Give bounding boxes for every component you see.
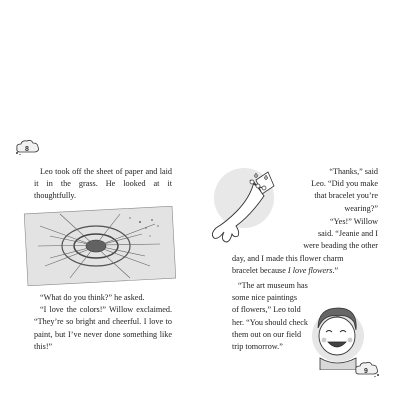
right-paragraph-1 [258, 166, 378, 215]
emphasis-text: I love flowers [287, 265, 333, 275]
text-line: her. “You should check [232, 317, 309, 327]
text-line: that bracelet you’re [314, 191, 378, 201]
text-line: day, and I made this flower charm [232, 253, 344, 263]
paragraph: “I love the colors!” Willow exclaimed. “They’re so bright and cheerful. I love to paint, but I’ve never done something like this!” [34, 305, 172, 351]
page-number-right: 9 [364, 368, 368, 375]
text-line: them out on our field [232, 329, 302, 339]
text-line [232, 265, 378, 277]
text-line: of flowers,” Leo told [232, 305, 301, 315]
right-paragraph-3 [232, 280, 316, 353]
text-fragment: bracelet because [232, 265, 288, 275]
abstract-painting-illustration [20, 206, 180, 286]
text-line: some nice paintings [232, 293, 298, 303]
text-line: trip tomorrow.” [232, 342, 283, 352]
text-line: “The art museum has [238, 281, 308, 290]
text-line: “Thanks,” said [329, 167, 378, 176]
paragraph: Leo took off the sheet of paper and laid it in the grass. He looked at it thoughtfully. [34, 167, 172, 201]
left-paragraph-1 [34, 166, 172, 203]
text-line: “Yes!” Willow [329, 217, 378, 226]
text-line: said. “Jeanie and I [317, 229, 378, 239]
right-paragraph-2 [232, 216, 378, 277]
text-line: were beading the other [303, 241, 378, 251]
text-line: Leo. “Did you make [311, 179, 378, 189]
text-line: wearing?” [344, 203, 378, 213]
left-paragraph-2 [34, 292, 172, 353]
paragraph: “What do you think?” he asked. [40, 293, 145, 302]
page-number-left: 8 [25, 146, 29, 153]
text-fragment: .” [332, 265, 339, 275]
